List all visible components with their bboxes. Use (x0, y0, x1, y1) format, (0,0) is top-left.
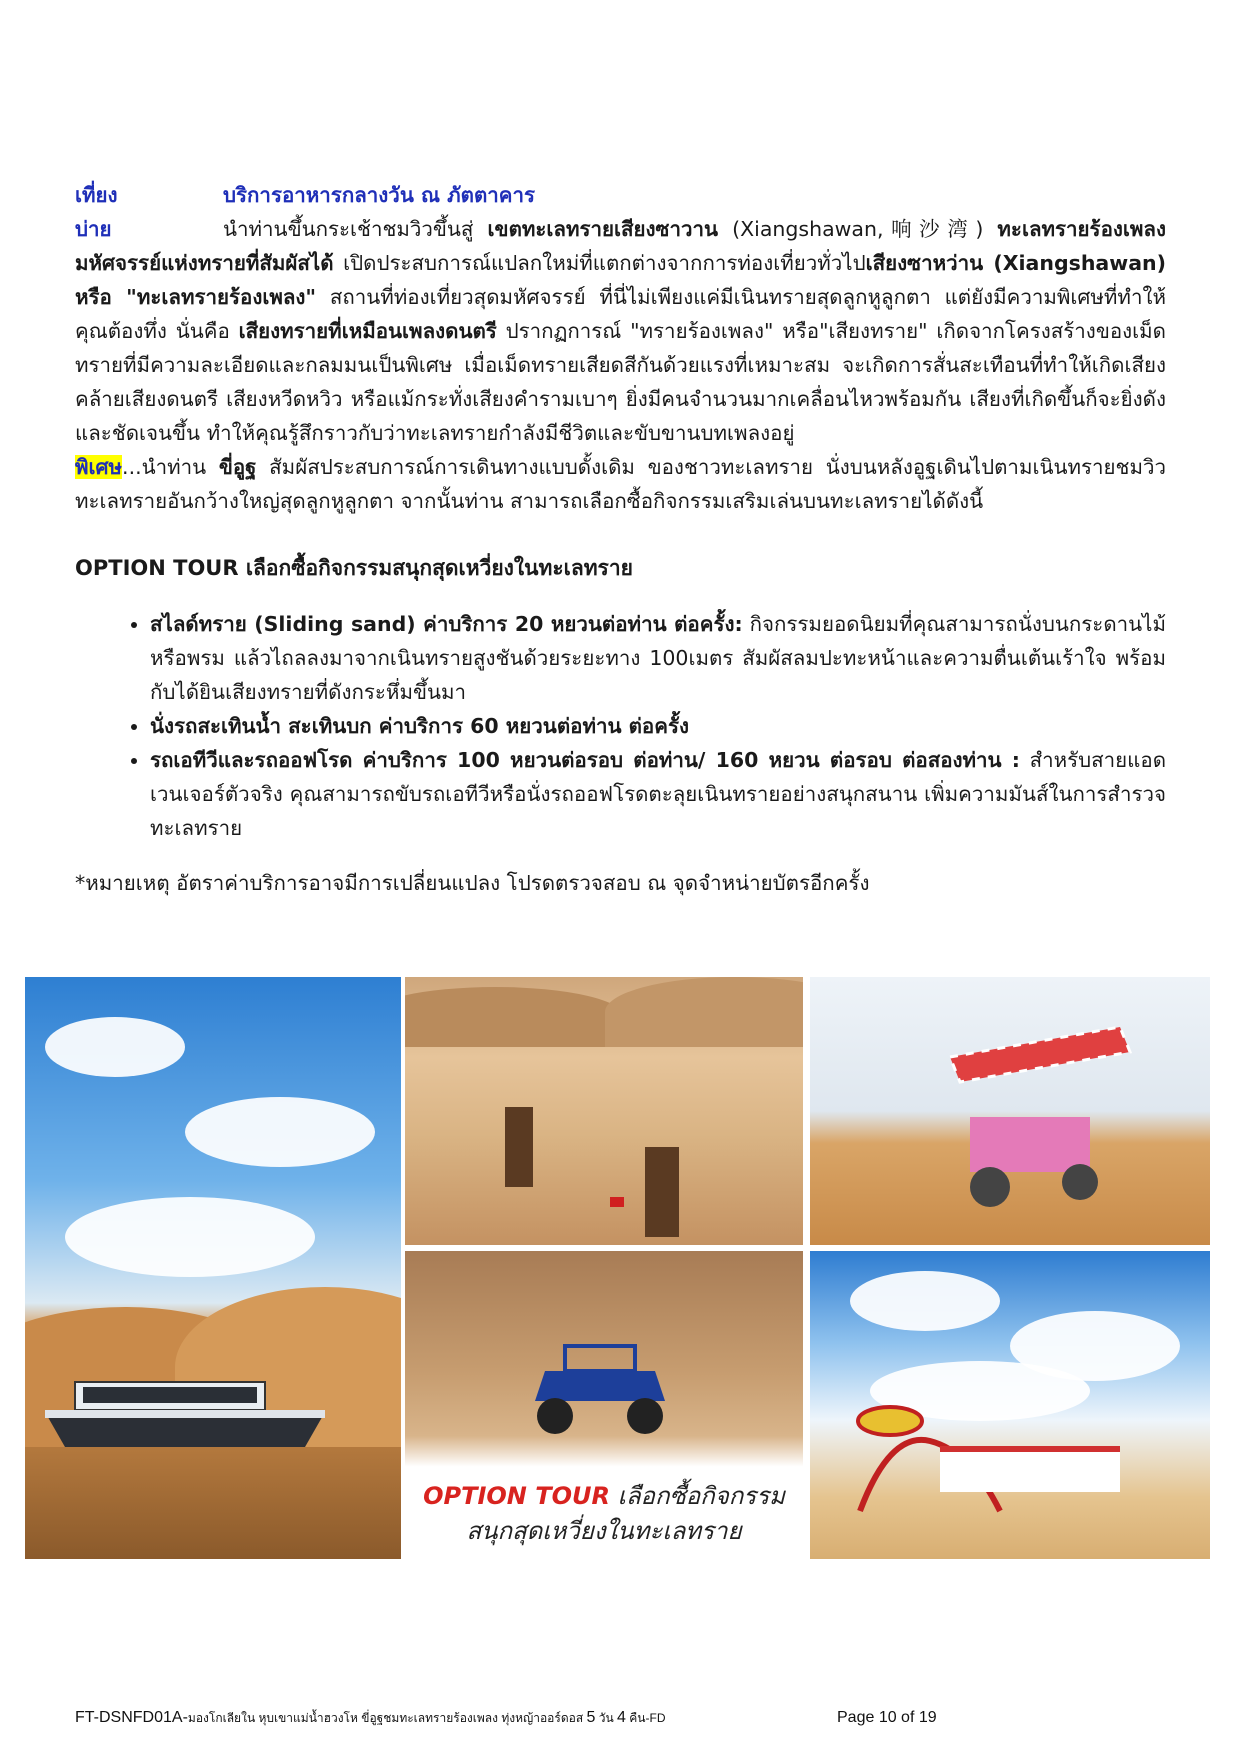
dune-buggy-icon (525, 1331, 675, 1441)
option-item-sliding (150, 607, 1166, 709)
text-run: (Xiangshawan,响沙湾) (718, 217, 998, 241)
option-list (75, 607, 1166, 845)
footer-code (75, 1709, 665, 1728)
text-run: สัมผัสประสบการณ์การเดินทางแบบดั้งเดิม ของชาวทะเลทราย นั่งบนหลังอูฐเดินไปตามเนินทรายชมวิวทะเลทรายอันกว้างใหญ่สุดลูกหูลูกตา จากนั้นท่าน สามารถเลือกซื้อกิจกรรมเสริมเล่นบนทะเลทรายได้ดังนี้ (75, 455, 1166, 513)
page-number: Page 10 of 19 (837, 1709, 937, 1726)
sand-sculpture-photo (405, 977, 803, 1245)
noon-label: เที่ยง (75, 183, 118, 207)
red-flag-icon (610, 1197, 624, 1207)
caption-dark-text: เลือกซื้อกิจกรรม (609, 1482, 785, 1510)
text-run: เปิดประสบการณ์แปลกใหม่ที่แตกต่างจากการท่องเที่ยวทั่วไป (333, 251, 866, 275)
cloud-shape (850, 1271, 1000, 1331)
tour-code: FT-DSNFD01A- (75, 1709, 188, 1726)
nights-word: คืน-FD (625, 1711, 666, 1725)
watchtower-shape (505, 1107, 533, 1187)
option-tour-caption (405, 1479, 803, 1549)
atv-photo (405, 1251, 803, 1559)
noon-row (75, 178, 1166, 212)
days-word: วัน (595, 1711, 618, 1725)
watchtower-shape (645, 1147, 679, 1237)
caption-line-2: สนุกสุดเหวี่ยงในทะเลทราย (466, 1517, 742, 1545)
caption-red-text: OPTION TOUR (423, 1482, 610, 1510)
tour-nights: 4 (617, 1709, 626, 1726)
bold-run: เขตทะเลทรายเสียงซาวาน (487, 217, 719, 241)
bold-run: เสียงทรายที่เหมือนเพลงดนตรี (238, 319, 497, 343)
special-label: พิเศษ (75, 455, 123, 479)
text-run: นำท่านขึ้นกระเช้าชมวิวขึ้นสู่ (223, 217, 488, 241)
special-paragraph (75, 450, 1166, 518)
bold-run: เสียงซาหว่าน (Xiangshawan) หรือ "ทะเลทรายร้องเพลง" (75, 251, 1166, 309)
bold-run: ขี่อูฐ (218, 455, 257, 479)
afternoon-paragraph (75, 212, 1166, 450)
text-run: ปรากฏการณ์ "ทรายร้องเพลง" หรือ"เสียงทราย" เกิดจากโครงสร้างของเม็ดทรายที่มีความละเอียดและกลมมนเป็นพิเศษ เมื่อเม็ดทรายเสียดสีกันด้วยแรงที่เหมาะสม จะเกิดการสั่นสะเทือนที่ทำให้เกิดเสียงคล้ายเสียงดนตรี เสียงหวีดหวิว หรือแม้กระทั่งเสียงคำรามเบาๆ ยิ่งมีคนจำนวนมากเคลื่อนไหวพร้อมกัน เสียงที่เกิดขึ้นก็จะยิ่งดังและชัดเจนขึ้น ทำให้คุณรู้สึกราวกับว่าทะเลทรายกำลังมีชีวิตและขับขานบทเพลงอยู่ (75, 319, 1166, 445)
pedal-car-icon (940, 1017, 1140, 1217)
option-desc: กิจกรรมยอดนิยมที่คุณสามารถนั่งบนกระดานไม้หรือพรม แล้วไถลลงมาจากเนินทรายสูงชันด้วยระยะทาง 100เมตร สัมผัสลมปะทะหน้าและความตื่นเต้นเร้าใจ พร้อมกับได้ยินเสียงทรายที่ดังกระหึ่มขึ้นมา (150, 612, 1166, 704)
dune-shape (405, 987, 625, 1047)
caption-line-1 (405, 1479, 803, 1513)
option-desc: สำหรับสายแอดเวนเจอร์ตัวจริง คุณสามารถขับรถเอทีวีหรือนั่งรถออฟโรดตะลุยเนินทรายอย่างสนุกสนาน เพิ่มความมันส์ในการสำรวจทะเลทราย (150, 748, 1167, 840)
option-title: นั่งรถสะเทินน้ำ สะเทินบก ค่าบริการ 60 หยวนต่อท่าน ต่อครั้ง (150, 714, 689, 738)
amphibious-boat-icon (35, 1377, 335, 1452)
cloud-shape (45, 1017, 185, 1077)
noon-text: บริการอาหารกลางวัน ณ ภัตตาคาร (223, 183, 536, 207)
option-item-amphibious (150, 709, 1166, 743)
text-run: ...นำท่าน (122, 455, 219, 479)
tent-shape (940, 1446, 1120, 1492)
dune-shape (605, 977, 803, 1047)
option-tour-heading: OPTION TOUR เลือกซื้อกิจกรรมสนุกสุดเหวี่ยงในทะเลทราย (75, 556, 633, 580)
option-item-atv (150, 743, 1166, 845)
tour-days: 5 (586, 1709, 596, 1726)
tour-title: มองโกเลียใน หุบเขาแม่น้ำฮวงโห ขี่อูฐชมทะเลทรายร้องเพลง ทุ่งหญ้าออร์ดอส (187, 1711, 587, 1725)
price-note: *หมายเหตุ อัตราค่าบริการอาจมีการเปลี่ยนแปลง โปรดตรวจสอบ ณ จุดจำหน่ายบัตรอีกครั้ง (75, 871, 870, 895)
amusement-ride-photo (810, 1251, 1210, 1559)
cloud-shape (65, 1197, 315, 1277)
itinerary-content (75, 178, 1166, 900)
afternoon-label: บ่าย (75, 217, 112, 241)
pedal-car-photo (810, 977, 1210, 1245)
desert-boat-photo (25, 977, 401, 1559)
text-run: สถานที่ท่องเที่ยวสุดมหัศจรรย์ ที่นี่ไม่เพียงแค่มีเนินทรายสุดลูกหูลูกตา แต่ยังมีความพิเศษที่ทำให้คุณต้องทึ่ง นั่นคือ (75, 285, 1166, 343)
option-title: สไลด์ทราย (Sliding sand) ค่าบริการ 20 หยวนต่อท่าน ต่อครั้ง: (150, 612, 743, 636)
cloud-shape (185, 1097, 375, 1167)
bold-run: ทะเลทรายร้องเพลงมหัศจรรย์แห่งทรายที่สัมผัสได้ (75, 217, 1166, 275)
option-title: รถเอทีวีและรถออฟโรด ค่าบริการ 100 หยวนต่อรอบ ต่อท่าน/ 160 หยวน ต่อรอบ ต่อสองท่าน : (150, 748, 1020, 772)
